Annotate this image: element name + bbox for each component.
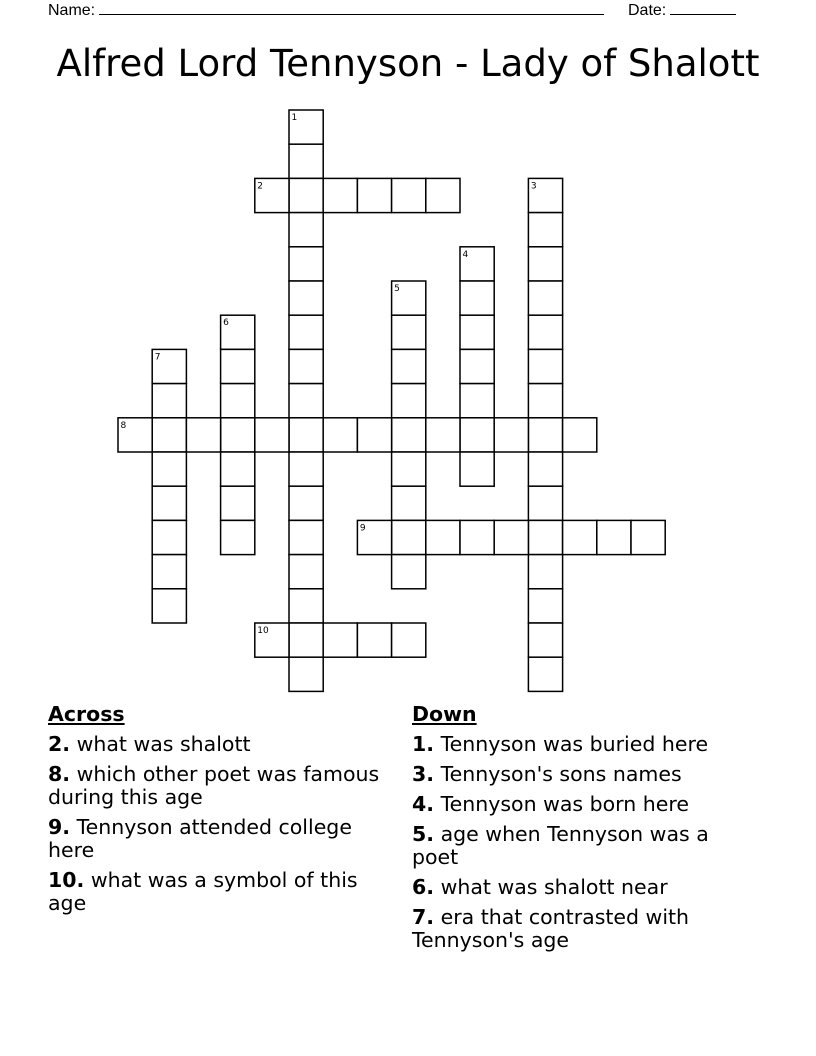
grid-cell[interactable] <box>152 418 186 452</box>
clue-text: age when Tennyson was a poet <box>412 822 709 869</box>
grid-cell[interactable] <box>357 178 391 212</box>
grid-cell[interactable] <box>563 520 597 554</box>
across-heading: Across <box>48 702 125 726</box>
down-heading: Down <box>412 702 477 726</box>
grid-cell[interactable] <box>563 418 597 452</box>
clue-number: 3. <box>412 762 435 786</box>
clue-text: era that contrasted with Tennyson's age <box>412 905 690 952</box>
cell-number: 5 <box>394 284 400 294</box>
clue-number: 7. <box>412 905 435 929</box>
down-clue-item <box>412 823 752 869</box>
across-clue-item <box>48 869 388 915</box>
across-clue-item <box>48 733 388 756</box>
grid-cell[interactable] <box>289 315 323 349</box>
grid-cell[interactable] <box>392 349 426 383</box>
grid-cell[interactable] <box>289 520 323 554</box>
grid-cell[interactable] <box>528 418 562 452</box>
down-clue-item <box>412 906 752 952</box>
grid-cell[interactable] <box>392 418 426 452</box>
down-clue-item <box>412 793 752 816</box>
down-clues <box>412 703 752 959</box>
grid-cell[interactable] <box>392 315 426 349</box>
clue-number: 2. <box>48 732 71 756</box>
down-clue-item <box>412 876 752 899</box>
cell-number: 7 <box>154 352 161 363</box>
clue-number: 6. <box>412 875 435 899</box>
grid-cell[interactable] <box>289 247 323 281</box>
grid-cell[interactable] <box>221 520 255 554</box>
grid-cell[interactable] <box>255 418 289 452</box>
down-clue-item <box>412 733 752 756</box>
grid-cell[interactable] <box>289 452 323 486</box>
grid-cell[interactable] <box>528 623 562 657</box>
clue-text: which other poet was famous during this age <box>48 762 380 809</box>
grid-cell[interactable] <box>528 452 562 486</box>
page-title: Alfred Lord Tennyson - Lady of Shalott <box>56 42 760 85</box>
name-label: Name: <box>48 2 96 19</box>
cell-number: 1 <box>291 113 298 123</box>
grid-cell[interactable] <box>460 281 494 315</box>
grid-cell[interactable] <box>357 623 391 657</box>
cell-number: 2 <box>257 181 264 192</box>
grid-cell[interactable] <box>528 247 562 281</box>
grid-cell[interactable] <box>357 418 391 452</box>
cell-number: 3 <box>530 181 537 192</box>
cell-number: 6 <box>223 318 229 329</box>
clue-number: 1. <box>412 732 435 756</box>
grid-cell[interactable] <box>460 418 494 452</box>
grid-cell[interactable] <box>494 418 528 452</box>
grid-cell[interactable] <box>392 520 426 554</box>
cell-number: 8 <box>120 420 127 431</box>
clue-number: 9. <box>48 815 71 839</box>
grid-cell[interactable] <box>392 384 426 418</box>
grid-cell[interactable] <box>323 418 357 452</box>
across-clue-item <box>48 816 388 862</box>
grid-cell[interactable] <box>494 520 528 554</box>
clue-text: Tennyson was born here <box>440 792 689 816</box>
grid-cell[interactable] <box>289 555 323 589</box>
down-clue-item <box>412 763 752 786</box>
clue-text: what was shalott <box>76 732 251 756</box>
grid-cell[interactable] <box>460 315 494 349</box>
grid-cell[interactable] <box>528 555 562 589</box>
clue-text: Tennyson attended college here <box>48 815 352 862</box>
across-clues <box>48 703 388 922</box>
grid-cell[interactable] <box>597 520 631 554</box>
cell-number: 4 <box>462 249 469 260</box>
grid-cell[interactable] <box>528 315 562 349</box>
grid-cell[interactable] <box>289 349 323 383</box>
grid-cell[interactable] <box>392 486 426 520</box>
grid-cell[interactable] <box>289 657 323 691</box>
clue-text: what was a symbol of this age <box>48 868 358 915</box>
grid-cell[interactable] <box>289 486 323 520</box>
cell-number: 10 <box>257 626 269 636</box>
grid-cell[interactable] <box>289 281 323 315</box>
grid-cell[interactable] <box>289 418 323 452</box>
grid-cell[interactable] <box>528 384 562 418</box>
grid-cell[interactable] <box>460 349 494 383</box>
clue-number: 10. <box>48 868 85 892</box>
grid-cell[interactable] <box>289 178 323 212</box>
grid-cell[interactable] <box>152 555 186 589</box>
grid-cell[interactable] <box>289 589 323 623</box>
grid-cell[interactable] <box>152 486 186 520</box>
clue-text: Tennyson's sons names <box>440 762 682 786</box>
grid-cell[interactable] <box>152 452 186 486</box>
clue-number: 8. <box>48 762 71 786</box>
grid-cell[interactable] <box>528 486 562 520</box>
grid-cell[interactable] <box>323 178 357 212</box>
grid-cell[interactable] <box>528 213 562 247</box>
grid-cell[interactable] <box>426 178 460 212</box>
date-label: Date: <box>628 2 667 19</box>
grid-cell[interactable] <box>221 452 255 486</box>
grid-cell[interactable] <box>152 384 186 418</box>
grid-cell[interactable] <box>221 384 255 418</box>
grid-cell[interactable] <box>631 520 665 554</box>
grid-cell[interactable] <box>289 384 323 418</box>
grid-cell[interactable] <box>289 144 323 178</box>
grid-cell[interactable] <box>392 555 426 589</box>
grid-cell[interactable] <box>426 418 460 452</box>
grid-cell[interactable] <box>426 520 460 554</box>
grid-cell[interactable] <box>528 589 562 623</box>
grid-cell[interactable] <box>528 281 562 315</box>
grid-cell[interactable] <box>221 418 255 452</box>
grid-cell[interactable] <box>528 520 562 554</box>
grid-cell[interactable] <box>460 452 494 486</box>
grid-cell[interactable] <box>152 520 186 554</box>
grid-cell[interactable] <box>221 349 255 383</box>
grid-cell[interactable] <box>460 384 494 418</box>
grid-cell[interactable] <box>221 486 255 520</box>
grid-cell[interactable] <box>323 623 357 657</box>
grid-cell[interactable] <box>392 452 426 486</box>
grid-cell[interactable] <box>460 520 494 554</box>
grid-cell[interactable] <box>289 213 323 247</box>
clue-text: Tennyson was buried here <box>440 732 709 756</box>
across-clue-item <box>48 763 388 809</box>
grid-cell[interactable] <box>392 178 426 212</box>
clue-number: 5. <box>412 822 435 846</box>
grid-cell[interactable] <box>186 418 220 452</box>
grid-cell[interactable] <box>528 349 562 383</box>
cell-number: 9 <box>359 523 366 534</box>
grid-cell[interactable] <box>152 589 186 623</box>
grid-cell[interactable] <box>289 623 323 657</box>
clue-number: 4. <box>412 792 435 816</box>
grid-cell[interactable] <box>528 657 562 691</box>
grid-cell[interactable] <box>392 623 426 657</box>
clue-text: what was shalott near <box>440 875 668 899</box>
